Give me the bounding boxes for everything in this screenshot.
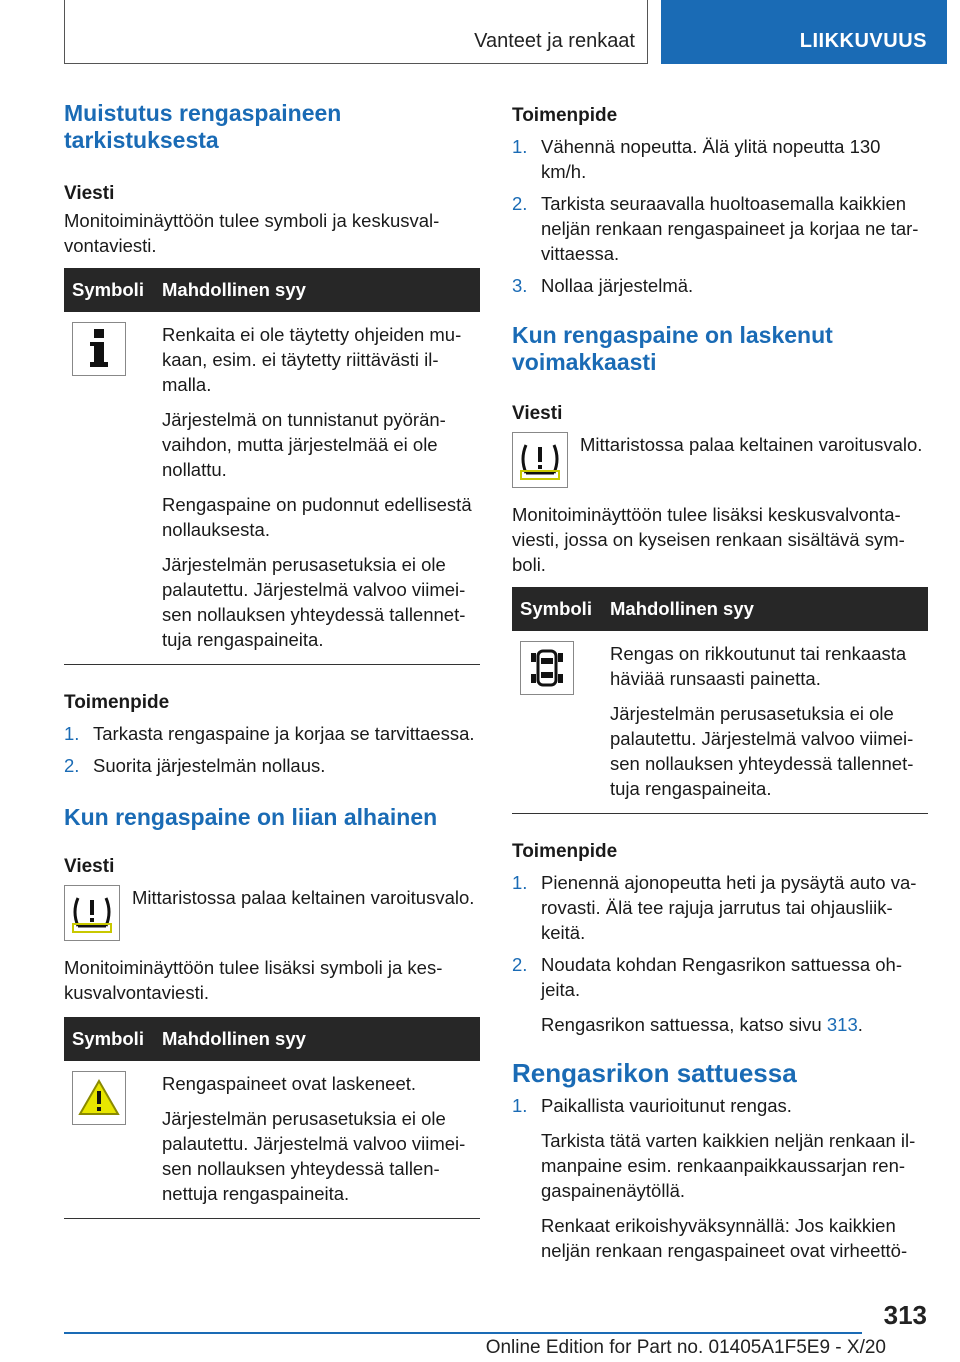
action-label: Toimenpide [512, 841, 618, 862]
col-cause: Mahdollinen syy [602, 587, 928, 631]
right-column [512, 104, 928, 1263]
list-item: 1. Pienennä ajonopeutta heti ja pysäytä auto varovasti. Älä tee rajuja jarrutus tai ohjausliikkeitä. [512, 872, 917, 943]
list-item: 3. Nollaa järjestelmä. [512, 275, 694, 296]
symbol-table-2 [64, 1017, 480, 1219]
heading-reminder: Muistutus rengaspaineen tarkistuksesta [64, 100, 342, 153]
col-symbol: Symboli [512, 587, 602, 631]
left-column [64, 100, 480, 1219]
page-link[interactable]: 313 [826, 1014, 858, 1035]
col-symbol: Symboli [64, 268, 154, 312]
cause-text: Rengaspaineet ovat laskeneet. [162, 1073, 417, 1094]
list-item: 1. Tarkasta rengaspaine ja korjaa se tarvittaessa. [64, 723, 475, 744]
list-item: 1. Vähennä nopeutta. Älä ylitä nopeutta 130 km/h. [512, 136, 881, 182]
page-number: 313 [883, 1300, 927, 1330]
lamp-text: Mittaristossa palaa keltainen varoitusvalo. [580, 434, 923, 455]
action-label: Toimenpide [64, 692, 170, 713]
footer-edition: Online Edition for Part no. 01405A1F5E9 - X/20 [485, 1337, 886, 1358]
heading-strong-drop: Kun rengaspaine on laskenut voimakkaasti [512, 322, 833, 375]
action-label: Toimenpide [512, 105, 618, 126]
warning-triangle-icon [72, 1071, 126, 1125]
action-list [512, 870, 928, 1037]
message-text: Monitoiminäyttöön tulee lisäksi symboli ja keskusvalvontaviesti. [64, 957, 443, 1003]
tire-pressure-warning-icon [512, 432, 568, 488]
header-chapter-box [661, 0, 947, 64]
list-item: 1. Paikallista vaurioitunut rengas. Tarkista tätä varten kaikkien neljän renkaan ilmanpaine esim. renkaanpaikkaussarjan rengaspainenäytöllä. Renkaat erikoishyväksynnällä: Jos kaikkien neljän renkaan rengaspaineet ovat virheettö- [512, 1095, 916, 1261]
list-item: 2. Noudata kohdan Rengasrikon sattuessa ohjeita. Rengasrikon sattuessa, katso sivu 313. [512, 954, 902, 1035]
col-cause: Mahdollinen syy [154, 268, 480, 312]
heading-low-pressure: Kun rengaspaine on liian alhainen [64, 804, 438, 830]
car-tire-icon [520, 641, 574, 695]
message-text: Monitoiminäyttöön tulee symboli ja keskusvalvontaviesti. [64, 210, 440, 256]
lamp-text: Mittaristossa palaa keltainen varoitusvalo. [132, 887, 475, 908]
cause-text: Rengas on rikkoutunut tai renkaasta häviää runsaasti painetta. [610, 643, 907, 689]
footer-divider [64, 1332, 862, 1334]
cause-text: Järjestelmän perusasetuksia ei ole palautettu. Järjestelmä valvoo viimeisen nollauksen yhteydessä tallennettuja rengaspaineita. [162, 554, 466, 650]
message-label: Viesti [512, 403, 563, 424]
message-label: Viesti [64, 183, 115, 204]
list-item: 2. Tarkista seuraavalla huoltoasemalla kaikkien neljän renkaan rengaspaineet ja korjaa ne tarvittaessa. [512, 193, 919, 264]
symbol-table-3 [512, 587, 928, 814]
message-text: Monitoiminäyttöön tulee lisäksi keskusvalvontaviesti, jossa on kyseisen renkaan sisältävä symboli. [512, 504, 905, 575]
section-title: Vanteet ja renkaat [474, 30, 635, 52]
cause-text: Järjestelmä on tunnistanut pyöränvaihdon, mutta järjestelmää ei ole nollattu. [162, 409, 446, 480]
list-item: 2. Suorita järjestelmän nollaus. [64, 755, 326, 776]
cause-text: Järjestelmän perusasetuksia ei ole palautettu. Järjestelmä valvoo viimeisen nollauksen yhteydessä tallennettuja rengaspaineita. [162, 1108, 466, 1204]
flat-tire-steps [512, 1093, 928, 1263]
tire-pressure-warning-icon [64, 885, 120, 941]
cause-text: Renkaita ei ole täytetty ohjeiden mukaan, esim. ei täytetty riittävästi ilmalla. [162, 324, 462, 395]
action-list [512, 134, 928, 298]
col-cause: Mahdollinen syy [154, 1017, 480, 1061]
info-icon [72, 322, 126, 376]
col-symbol: Symboli [64, 1017, 154, 1061]
chapter-title: LIIKKUVUUS [799, 30, 927, 52]
message-label: Viesti [64, 856, 115, 877]
header-section-box [64, 0, 648, 64]
symbol-table-1 [64, 268, 480, 665]
action-list [64, 721, 480, 778]
cause-text: Järjestelmän perusasetuksia ei ole palautettu. Järjestelmä valvoo viimeisen nollauksen yhteydessä tallennettuja rengaspaineita. [610, 703, 914, 799]
heading-flat-tire: Rengasrikon sattuessa [512, 1058, 797, 1088]
cause-text: Rengaspaine on pudonnut edellisestä nollauksesta. [162, 494, 472, 540]
